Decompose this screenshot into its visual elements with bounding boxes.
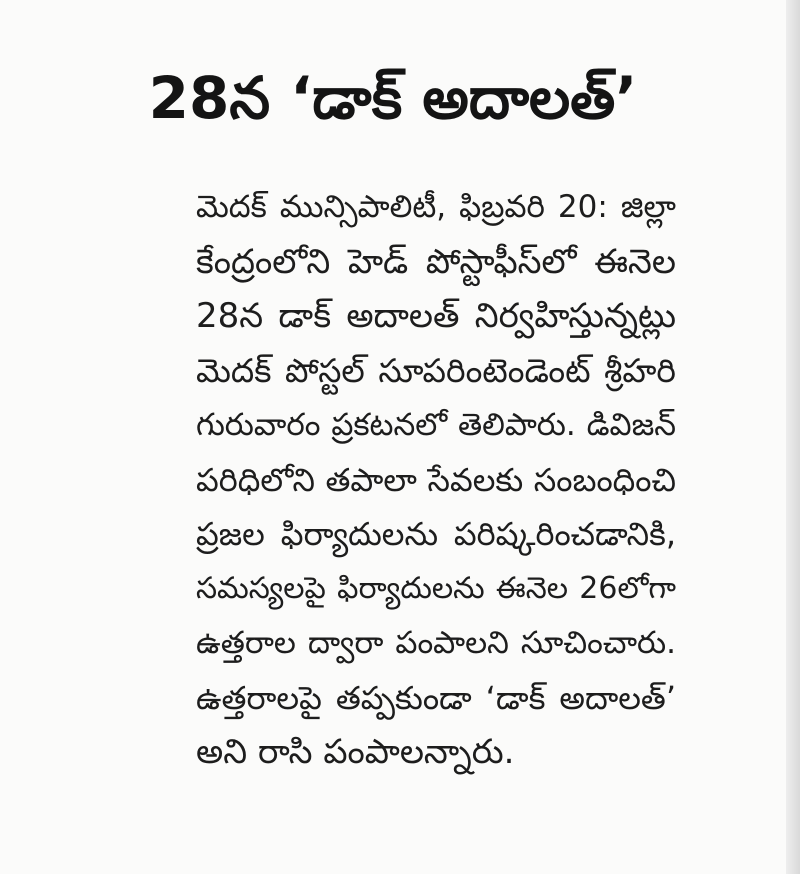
article-line-8: సమస్యలపై ఫిర్యాదులను ఈనెల 26లోగా	[196, 570, 676, 606]
article-line-7: ప్రజల ఫిర్యాదులను పరిష్కరించడానికి,	[196, 515, 676, 553]
article-line-10: ఉత్తరాలపై తప్పకుండా ‘డాక్‌ అదాలత్‌’	[196, 678, 676, 717]
article-line-1: మెదక్‌ మున్సిపాలిటీ, ఫిబ్రవరి 20: జిల్లా	[196, 189, 676, 225]
article-line-3: 28న డాక్‌ అదాలత్‌ నిర్వహిస్తున్నట్లు	[196, 296, 676, 336]
article-headline: 28న ‘డాక్‌ అదాలత్‌’	[148, 64, 638, 132]
article-body	[196, 180, 676, 780]
article-line-11: అని రాసి పంపాలన్నారు.	[196, 732, 515, 772]
article-line-2: కేంద్రంలోని హెడ్‌ పోస్టాఫీస్‌లో ఈనెల	[196, 241, 676, 282]
article-line-5: గురువారం ప్రకటనలో తెలిపారు. డివిజన్‌	[196, 407, 676, 443]
article-line-4: మెదక్‌ పోస్టల్‌ సూపరింటెండెంట్‌ శ్రీహరి	[196, 350, 676, 390]
article-line-9: ఉత్తరాల ద్వారా పంపాలని సూచించారు.	[196, 625, 676, 661]
page-edge-shadow	[786, 0, 800, 874]
article-line-6: పరిధిలోని తపాలా సేవలకు సంబంధించి	[196, 460, 676, 499]
